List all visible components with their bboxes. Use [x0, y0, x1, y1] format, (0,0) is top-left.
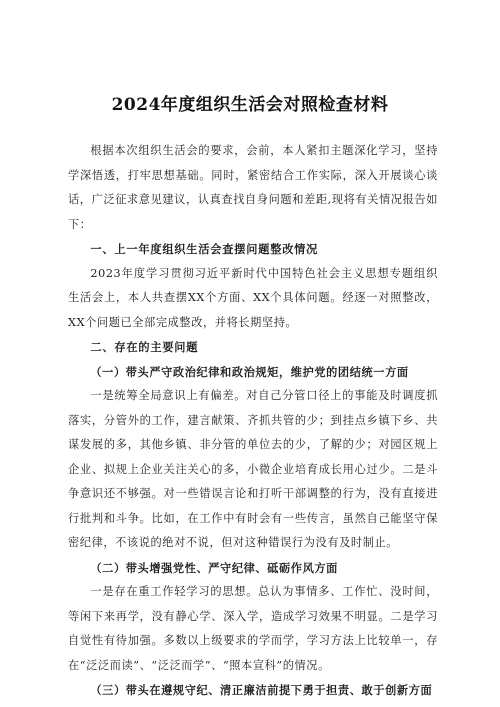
subsection-heading-2: （二）带头增强党性、严守纪律、砥砺作风方面	[90, 560, 338, 575]
intro-paragraph: 根据本次组织生活会的要求，会前，本人紧扣主题深化学习，坚持学深悟透，打牢思想基础。同时，紧密结合工作实际，深入开展谈心谈话，广泛征求意见建议，认真查找自身问题和差距,现将有关情况报告如下：	[68, 144, 438, 231]
subsection-heading-3: （三）带头在遵规守纪、清正廉洁前提下勇于担责、敢于创新方面	[90, 683, 433, 697]
document-title: 2024年度组织生活会对照检查材料	[111, 95, 389, 115]
subsection-2-paragraph: 一是存在重工作轻学习的思想。总认为事情多、工作忙、没时间，等闲下来再学，没有静心学、深入学，造成学习效果不明显。二是学习自觉性有待加强。多数以上级要求的学而学，学习方法上比较单一，存在“泛泛而读”、“泛泛而学”、“照本宣科”的情况。	[68, 585, 438, 672]
section-heading-2: 二、存在的主要问题	[90, 340, 199, 354]
document-body	[68, 139, 438, 703]
section-heading-1: 一、上一年度组织生活会查摆问题整改情况	[90, 242, 319, 256]
subsection-heading-1: （一）带头严守政治纪律和政治规矩，维护党的团结统一方面	[90, 364, 409, 379]
section-1-paragraph: 2023年度学习贯彻习近平新时代中国特色社会主义思想专题组织生活会上，本人共查摆XX个方面、XX个具体问题。经逐一对照整改，XX个问题已全部完成整改，并将长期坚持。	[68, 266, 438, 329]
subsection-1-paragraph: 一是统筹全局意识上有偏差。对自己分管口径上的事能及时调度抓落实，分管外的工作，建言献策、齐抓共管的少；到挂点乡镇下乡、共谋发展的多，其他乡镇、非分管的单位去的少，了解的少；对园区规上企业、拟规上企业关注关心的多，小微企业培育成长用心过少。二是斗争意识还不够强。对一些错误言论和打听干部调整的行为，没有直接进行批判和斗争。比如，在工作中有时会有一些传言，虽然自己能坚守保密纪律，不该说的绝对不说，但对这种错误行为没有及时制止。	[68, 389, 438, 549]
